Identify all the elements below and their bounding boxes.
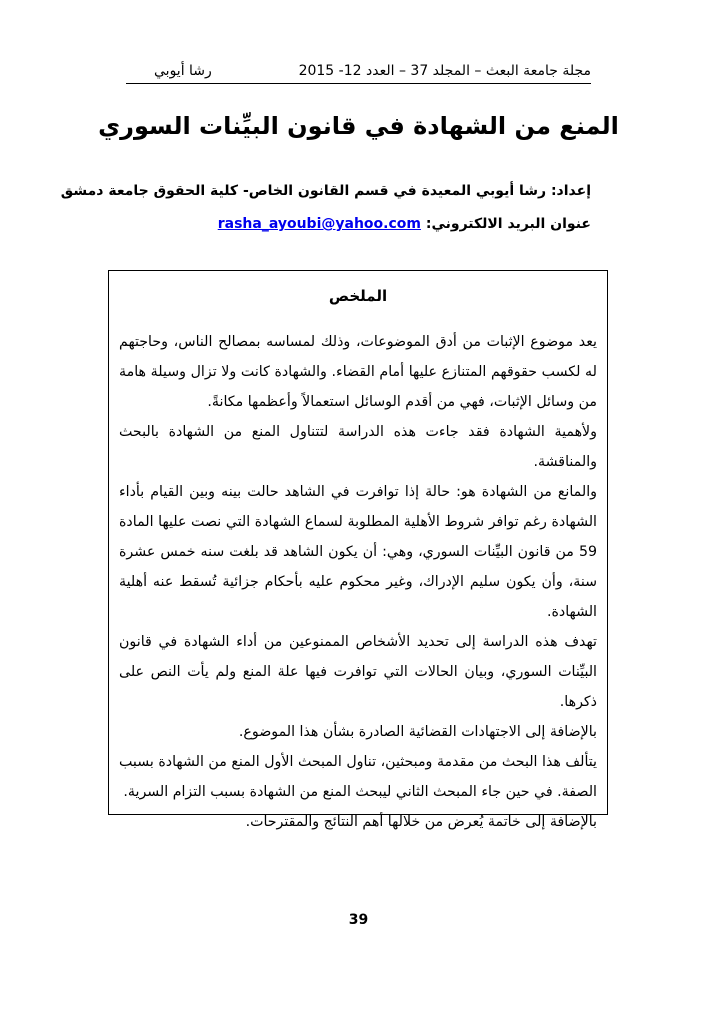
abstract-heading: الملخص	[328, 287, 388, 305]
abstract-paragraph: بالإضافة إلى خاتمة يُعرض من خلالها أهم النتائج والمقترحات.	[245, 814, 597, 830]
author-line: إعداد: رشا أيوبي المعيدة في قسم القانون الخاص- كلية الحقوق جامعة دمشق	[60, 183, 591, 199]
abstract-paragraph: يتألف هذا البحث من مقدمة ومبحثين، تناول المبحث الأول المنع من الشهادة بسبب الصفة. في حين جاء المبحث الثاني ليبحث المنع من الشهادة بسبب التزام السرية.	[119, 754, 597, 800]
abstract-paragraph: تهدف هذه الدراسة إلى تحديد الأشخاص الممنوعين من أداء الشهادة في قانون البيِّنات السوري، وبيان الحالات التي توافرت فيها علة المنع ولم يأت النص على ذكرها.	[119, 634, 597, 710]
email-link[interactable]: rasha_ayoubi@yahoo.com	[217, 216, 421, 232]
abstract-box	[108, 270, 608, 830]
email-label: عنوان البريد الالكتروني:	[420, 216, 591, 232]
abstract-paragraph: يعد موضوع الإثبات من أدق الموضوعات، وذلك لمساسه بمصالح الناس، وحاجتهم له لكسب حقوقهم المتنازع عليها أمام القضاء. والشهادة كانت ولا تزال وسيلة هامة من وسائل الإثبات، فهي من أقدم الوسائل استعمالاً وأعظمها مكانةً.	[119, 334, 597, 410]
email-line	[218, 216, 591, 232]
abstract-body	[119, 327, 597, 837]
abstract-paragraph: ولأهمية الشهادة فقد جاءت هذه الدراسة لتتناول المنع من الشهادة بالبحث والمناقشة.	[119, 424, 597, 470]
header-divider	[126, 83, 591, 84]
page-number: 39	[348, 912, 369, 928]
paper-title: المنع من الشهادة في قانون البيِّنات السوري	[98, 112, 619, 140]
abstract-paragraph: بالإضافة إلى الاجتهادات القضائية الصادرة بشأن هذا الموضوع.	[238, 724, 597, 740]
header-journal-info: مجلة جامعة البعث – المجلد 37 – العدد 12- 2015	[298, 63, 591, 79]
abstract-paragraph: والمانع من الشهادة هو: حالة إذا توافرت في الشاهد حالت بينه وبين القيام بأداء الشهادة رغم توافر شروط الأهلية المطلوبة لسماع الشهادة التي نصت عليها المادة 59 من قانون البيِّنات السوري، وهي: أن يكون الشاهد قد بلغت سنه خمس عشرة سنة، وأن يكون سليم الإدراك، وغير محكوم عليه بأحكام جزائية تُسقط عنه أهلية الشهادة.	[119, 484, 597, 620]
header-author-name: رشا أيوبي	[154, 63, 212, 79]
